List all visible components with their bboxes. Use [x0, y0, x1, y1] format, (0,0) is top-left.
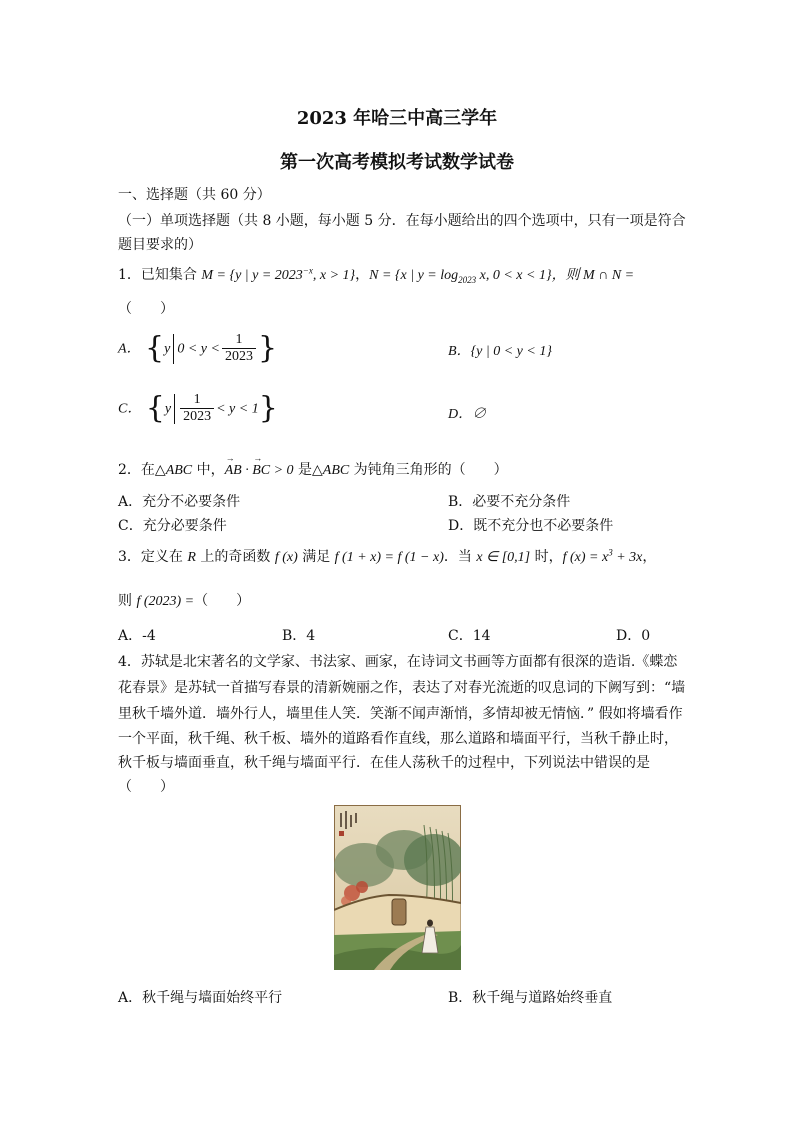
section-instructions-line1: （一）单项选择题（共 8 小题，每小题 5 分．在每小题给出的四个选项中，只有一项是符合 [118, 213, 686, 229]
q3-mid4: 时， [530, 549, 563, 565]
q3-definition: f $(x) = x^3 + 3x$ [562, 547, 643, 565]
question-4-line4: 一个平面，秋千绳、秋千板、墙外的道路看作直线，那么道路和墙面平行，当秋千静止时， [118, 731, 678, 747]
q1-option-b-text: {y | 0 < y < 1} [470, 344, 552, 359]
q3-mid3: ．当 [443, 549, 477, 565]
exam-title-line1: 2023 年哈三中高三学年 [296, 108, 498, 129]
q3-mid2: 满足 [297, 549, 335, 565]
q1-prefix: 1．已知集合 [118, 267, 202, 283]
q1-option-b[interactable] [448, 340, 552, 360]
q1-option-a[interactable] [118, 332, 277, 365]
question-3-stem [118, 546, 656, 566]
q3-end: ， [642, 549, 657, 565]
q2-mid: 中， [192, 462, 225, 478]
section-heading: 一、选择题（共 60 分） [118, 187, 271, 203]
q1-option-a-var: y [164, 341, 171, 357]
left-brace: { [145, 390, 165, 426]
q2-tail1: 是△ [293, 462, 323, 478]
q3-option-c[interactable]: C．14 [448, 628, 491, 644]
right-brace: } [258, 390, 278, 426]
question-4-line1: 4．苏轼是北宋著名的文学家、书法家、画家，在诗词文书画等方面都有很深的造诣.《蝶恋 [118, 654, 678, 670]
q3-paren: （ ） [194, 593, 251, 609]
q1-option-d[interactable] [448, 403, 486, 423]
q3-option-d[interactable]: D．0 [616, 628, 651, 644]
q1-answer-paren: （ ） [118, 301, 174, 317]
q2-prefix: 2．在△ [118, 462, 166, 478]
q1-option-c-ineq: < y < 1 [216, 401, 259, 417]
q3-domain: x ∈ [0,1] [476, 550, 531, 565]
q2-option-c[interactable]: C．充分必要条件 [118, 518, 227, 534]
set-bar [173, 334, 174, 364]
q3-prefix: 3．定义在 [118, 549, 188, 565]
vector-arrow-icon: → [253, 453, 263, 463]
q1-option-d-label: D． [448, 407, 473, 422]
q1-option-a-fraction: $\frac{1}{2023}$ [222, 332, 256, 365]
vector-arrow-icon: → [225, 453, 235, 463]
q1-option-c-label: C． [118, 401, 142, 417]
q1-option-c-fraction: $\frac{1}{2023}$ [180, 392, 214, 425]
empty-set-symbol: ∅ [472, 407, 487, 422]
q3-option-a[interactable]: A．-4 [118, 628, 156, 644]
q3-option-b[interactable]: B．4 [282, 628, 316, 644]
question-2-stem [118, 453, 508, 479]
q1-option-a-label: A． [118, 341, 141, 357]
question-3-line2 [118, 590, 250, 610]
q1-option-c[interactable] [118, 392, 278, 425]
question-1-stem [118, 264, 634, 285]
q3-function: f (x) [274, 550, 298, 565]
exam-title-line2: 第一次高考模拟考试数学试卷 [280, 152, 514, 173]
q2-vector-ab: → AB [224, 453, 242, 478]
q2-option-d[interactable]: D．既不充分也不必要条件 [448, 518, 614, 534]
q1-separator: ， [355, 267, 370, 283]
q2-triangle: ABC [165, 463, 193, 478]
swing-painting-image [334, 805, 461, 970]
question-4-line3: 里秋千墙外道．墙外行人，墙里佳人笑．笑渐不闻声渐悄，多情却被无情恼．” 假如将墙看作 [118, 706, 683, 722]
q3-line2-prefix: 则 [118, 593, 137, 609]
question-4-line6: （ ） [118, 779, 174, 795]
q2-dot: · [241, 463, 253, 478]
question-4-line2: 花春景》是苏轼一首描写春景的清新婉丽之作，表达了对春光流逝的叹息词的下阙写到：“墙 [118, 680, 686, 696]
q1-set-n: N = {x | $y = \log_{2023} x$, 0 < x < 1} [369, 268, 552, 285]
q3-f2023: f (2023) = [136, 594, 195, 609]
q1-question: ，则 M ∩ N = [551, 268, 635, 283]
question-4-line5: 秋千板与墙面垂直，秋千绳与墙面平行．在佳人荡秋千的过程中，下列说法中错误的是 [118, 755, 650, 771]
q1-option-a-ineq: 0 < y < [177, 341, 220, 357]
set-bar [174, 394, 175, 424]
q1-option-c-var: y [164, 401, 172, 417]
q2-triangle-2: ABC [322, 463, 350, 478]
q3-equation: f (1 + x) = f (1 − x) [334, 550, 444, 565]
q1-set-m: M = {y | $y = 2023^{-x}$, x > 1} [201, 265, 356, 283]
q1-option-b-label: B． [448, 344, 471, 359]
q2-option-b[interactable]: B．必要不充分条件 [448, 494, 571, 510]
q2-option-a[interactable]: A．充分不必要条件 [118, 494, 241, 510]
q2-tail2: 为钝角三角形的（ ） [349, 462, 508, 478]
q2-vector-bc: → BC [252, 453, 271, 478]
q3-real-set: R [187, 550, 196, 565]
q4-option-b[interactable]: B．秋千绳与道路始终垂直 [448, 990, 613, 1006]
section-instructions-line2: 题目要求的） [118, 237, 202, 253]
q2-condition: > 0 [270, 463, 294, 478]
q3-mid: 上的奇函数 [195, 549, 275, 565]
right-brace: } [257, 330, 278, 366]
q4-option-a[interactable]: A．秋千绳与墙面始终平行 [118, 990, 283, 1006]
left-brace: { [145, 330, 165, 366]
